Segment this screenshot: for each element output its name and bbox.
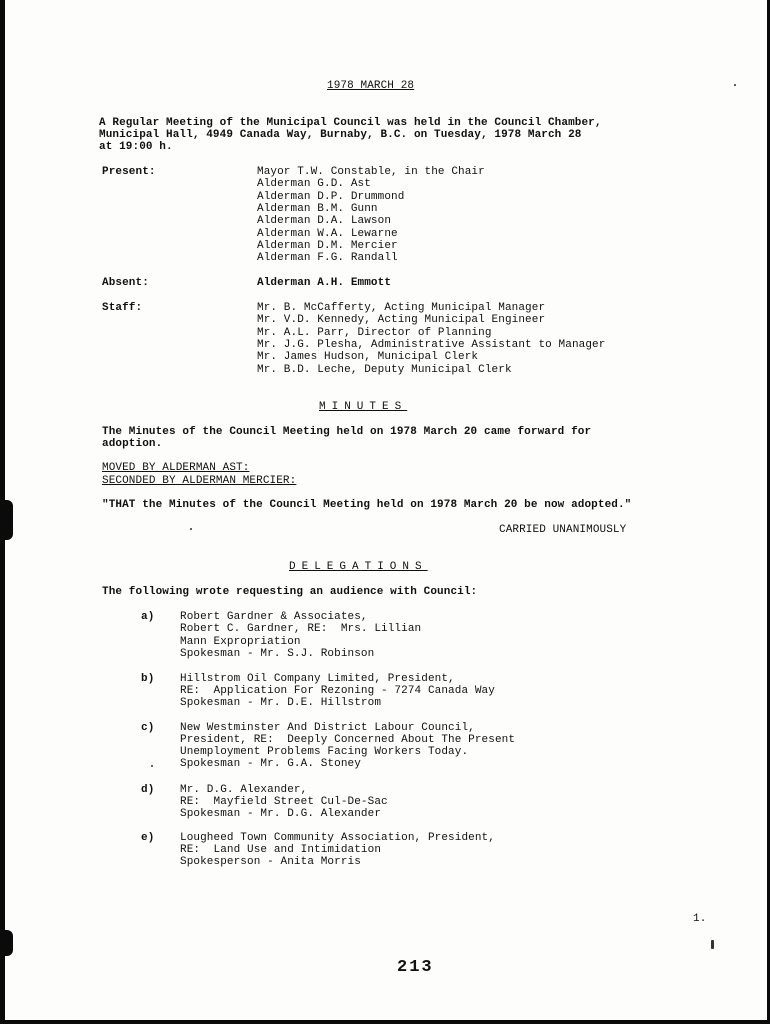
attendee-name: Alderman W.A. Lewarne <box>257 228 398 240</box>
minutes-intro-line: The Minutes of the Council Meeting held on 1978 March 20 came forward for <box>102 426 592 438</box>
motion-result: CARRIED UNANIMOUSLY <box>499 524 627 536</box>
delegation-letter: d) <box>141 784 155 796</box>
intro-line: at 19:00 h. <box>99 141 173 153</box>
delegation-line: Spokesman - Mr. D.G. Alexander <box>180 808 382 820</box>
delegation-line: Hillstrom Oil Company Limited, President, <box>180 673 455 685</box>
seconded-by: SECONDED BY ALDERMAN MERCIER: <box>102 475 297 487</box>
delegation-letter: e) <box>141 832 155 844</box>
attendee-name: Alderman D.M. Mercier <box>257 240 398 252</box>
moved-by: MOVED BY ALDERMAN AST: <box>102 462 250 474</box>
present-label: Present: <box>102 166 156 178</box>
staff-label: Staff: <box>102 302 143 314</box>
scan-speck <box>734 84 736 86</box>
motion-text: "THAT the Minutes of the Council Meeting held on 1978 March 20 be now adopted." <box>102 499 632 511</box>
attendee-name: Alderman B.M. Gunn <box>257 203 378 215</box>
scan-speck <box>711 940 714 949</box>
meeting-date-heading: 1978 MARCH 28 <box>327 80 415 92</box>
staff-name: Mr. B. McCafferty, Acting Municipal Manager <box>257 302 546 314</box>
attendee-name: Mayor T.W. Constable, in the Chair <box>257 166 485 178</box>
delegation-line: Robert Gardner & Associates, <box>180 611 368 623</box>
delegation-line: Spokesman - Mr. D.E. Hillstrom <box>180 697 382 709</box>
staff-name: Mr. James Hudson, Municipal Clerk <box>257 351 479 363</box>
delegation-line: New Westminster And District Labour Council, <box>180 722 475 734</box>
minutes-intro-line: adoption. <box>102 438 163 450</box>
scan-speck <box>151 765 153 767</box>
absent-label: Absent: <box>102 277 149 289</box>
page-number: 213 <box>397 958 434 977</box>
staff-name: Mr. J.G. Plesha, Administrative Assistant to Manager <box>257 339 606 351</box>
delegation-line: RE: Application For Rezoning - 7274 Canada Way <box>180 685 495 697</box>
delegation-line: President, RE: Deeply Concerned About The Present <box>180 734 516 746</box>
intro-line: A Regular Meeting of the Municipal Council was held in the Council Chamber, <box>99 117 602 129</box>
delegation-line: Spokesman - Mr. G.A. Stoney <box>180 758 361 770</box>
attendee-name: Alderman D.A. Lawson <box>257 215 392 227</box>
minutes-heading: MINUTES <box>319 401 408 413</box>
binder-hole-mark <box>0 930 13 956</box>
intro-line: Municipal Hall, 4949 Canada Way, Burnaby, B.C. on Tuesday, 1978 March 28 <box>99 129 582 141</box>
attendee-name: Alderman F.G. Randall <box>257 252 398 264</box>
delegation-line: RE: Mayfield Street Cul-De-Sac <box>180 796 388 808</box>
delegations-heading: DELEGATIONS <box>289 561 428 573</box>
attendee-name: Alderman D.P. Drummond <box>257 191 405 203</box>
delegation-letter: c) <box>141 722 155 734</box>
delegations-intro: The following wrote requesting an audience with Council: <box>102 586 478 598</box>
delegation-line: Mr. D.G. Alexander, <box>180 784 308 796</box>
delegation-line: Robert C. Gardner, RE: Mrs. Lillian <box>180 623 422 635</box>
continued-marker: 1. <box>693 913 707 925</box>
scan-speck <box>190 528 192 530</box>
delegation-line: Spokesperson - Anita Morris <box>180 856 361 868</box>
attendee-name: Alderman G.D. Ast <box>257 178 371 190</box>
absentee-name: Alderman A.H. Emmott <box>257 277 392 289</box>
delegation-line: Mann Expropriation <box>180 636 301 648</box>
staff-name: Mr. B.D. Leche, Deputy Municipal Clerk <box>257 364 512 376</box>
delegation-letter: a) <box>141 611 155 623</box>
staff-name: Mr. V.D. Kennedy, Acting Municipal Engineer <box>257 314 546 326</box>
delegation-letter: b) <box>141 673 155 685</box>
delegation-line: Unemployment Problems Facing Workers Today. <box>180 746 469 758</box>
delegation-line: Spokesman - Mr. S.J. Robinson <box>180 648 375 660</box>
staff-name: Mr. A.L. Parr, Director of Planning <box>257 327 492 339</box>
delegation-line: RE: Land Use and Intimidation <box>180 844 382 856</box>
binder-hole-mark <box>0 500 13 540</box>
delegation-line: Lougheed Town Community Association, President, <box>180 832 495 844</box>
